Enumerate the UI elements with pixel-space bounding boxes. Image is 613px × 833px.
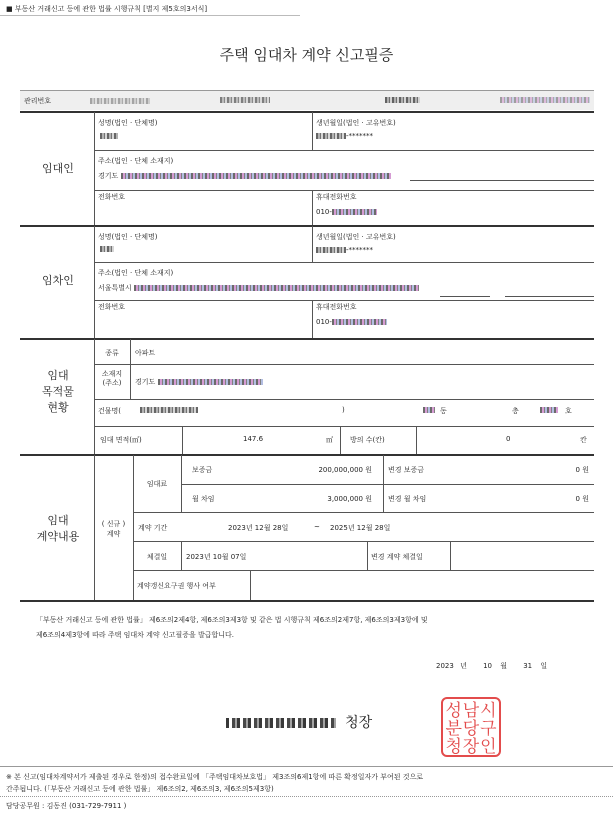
issue-date: 2023 년 10 월 31 일 [436, 662, 548, 670]
lessor-mobile-label: 휴대전화번호 [316, 193, 357, 201]
lessor-phone-label: 전화번호 [98, 193, 126, 201]
lessor-birth-label: 생년월일(법인 · 고유번호) [316, 119, 396, 127]
lessee-mobile-label: 휴대전화번호 [316, 303, 357, 311]
contract-section-label: 임대 계약내용 [36, 514, 80, 543]
management-number-row [20, 91, 594, 110]
lessor-birth-value: -******* [316, 132, 373, 140]
lessor-mobile-value: 010- [316, 208, 377, 216]
period-start: 2023년 12월 28일 [228, 524, 289, 532]
signed-label: 체결일 [146, 553, 168, 561]
page-title: 주택 임대차 계약 신고필증 [219, 46, 394, 64]
renewal-label: 계약갱신요구권 행사 여부 [137, 582, 216, 590]
lessee-name-label: 성명(법인 · 단체명) [98, 233, 158, 241]
lessee-birth-label: 생년월일(법인 · 고유번호) [316, 233, 396, 241]
ho-unit: 호 [565, 407, 572, 415]
area-unit: ㎡ [326, 436, 333, 444]
official-seal: 성 남 시 분 당 구 청 장 인 [441, 697, 501, 757]
rooms-unit: 칸 [580, 436, 587, 444]
deposit-label: 보증금 [192, 466, 213, 474]
lessee-phone-label: 전화번호 [98, 303, 126, 311]
redacted-building-name [140, 407, 198, 413]
lessor-address-value: 경기도 [98, 171, 391, 181]
issuance-statement: 「부동산 거래신고 등에 관한 법률」 제6조의2제4항, 제6조의3제3항 및 같은 법 시행규칙 제6조의2제7항, 제6조의3제3항에 및 제6조의4제3항에 따라 주택 임대차 계약 신고필증을 발급합니다. [36, 616, 428, 639]
lessee-address-label: 주소(법인 · 단체 소재지) [98, 269, 174, 277]
redacted-lessor-name [100, 133, 118, 139]
form-reference: ■ 부동산 거래신고 등에 관한 법률 시행규칙 [별지 제5호의3서식] [6, 5, 208, 13]
lessee-mobile-value: 010- [316, 318, 387, 326]
period-label: 계약 기간 [138, 524, 168, 532]
period-tilde: ~ [314, 523, 320, 531]
changed-monthly-value: 0 원 [575, 495, 589, 503]
management-number-label: 관리번호 [24, 97, 52, 105]
changed-deposit-label: 변경 보증금 [388, 466, 425, 474]
location-label: 소재지 (주소) [101, 370, 123, 387]
period-end: 2025년 12월 28일 [330, 524, 391, 532]
signed-value: 2023년 10월 07일 [186, 553, 247, 561]
rooms-value: 0 [506, 435, 511, 443]
floor-unit: 층 [512, 407, 519, 415]
redacted-lessee-name [100, 246, 114, 252]
monthly-label: 월 차임 [192, 495, 215, 503]
lessee-address-value: 서울특별시 [98, 283, 419, 293]
property-section-label: 임대 목적물 현황 [42, 369, 74, 414]
issuer-name: 청장 [226, 712, 372, 732]
lessee-section-label: 임차인 [42, 274, 74, 287]
lessor-address-label: 주소(법인 · 단체 소재지) [98, 157, 174, 165]
changed-deposit-value: 0 원 [575, 466, 589, 474]
changed-monthly-label: 변경 월 차임 [388, 495, 427, 503]
dong-unit: 동 [440, 407, 447, 415]
contract-kind-label: ( 신규 ) 계약 [101, 520, 126, 538]
lessor-name-label: 성명(법인 · 단체명) [98, 119, 158, 127]
rent-label: 임대료 [146, 480, 168, 488]
deposit-value: 200,000,000 원 [318, 466, 372, 474]
area-label: 임대 면적(㎡) [100, 436, 142, 444]
lessor-section-label: 임대인 [42, 162, 74, 175]
lessee-birth-value: -******* [316, 246, 373, 254]
footer-note: ※ 본 신고(임대차계약서가 제출된 경우로 한정)의 접수완료일에 「주택임대차보호법」 제3조의6제1항에 따른 확정일자가 부여된 것으로 간주됩니다. (「부동산 거래신고 등에 관한 법률」 제6조의2, 제6조의3, 제6조의5제3항) [6, 773, 424, 793]
prev-signed-label: 변경 계약 체결일 [371, 553, 423, 561]
contact-info: 담당공무원 : 김동진 (031-729-7911 ) [6, 802, 127, 810]
type-label: 종류 [105, 349, 119, 357]
redacted-mgmt-no [90, 98, 150, 104]
area-value: 147.6 [243, 435, 264, 443]
rooms-label: 방의 수(칸) [350, 436, 385, 444]
building-label: 건물명( [98, 407, 122, 415]
type-value: 아파트 [135, 349, 156, 357]
monthly-value: 3,000,000 원 [327, 495, 372, 503]
location-value: 경기도 [135, 377, 263, 387]
